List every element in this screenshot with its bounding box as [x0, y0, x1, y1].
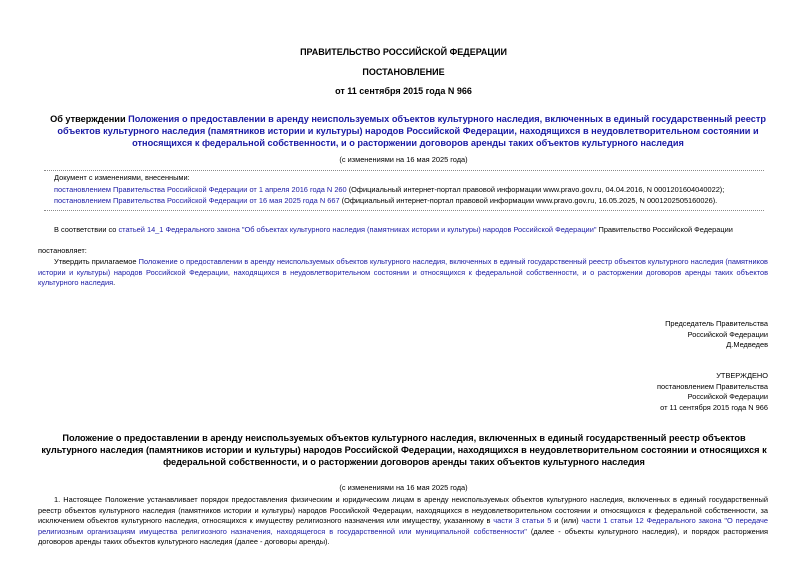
amendment-item: [54, 196, 774, 207]
regulation-link[interactable]: Положение о предоставлении в аренду неиспользуемых объектов культурного наследия, включенных в единый государственный реестр объектов культурного наследия (памятников истории и культуры) народов Российской Федерации, находящихся в неудовлетворительном состоянии и относящихся к федеральной собственности, и о расторжении договоров аренды таких объектов культурного наследия: [38, 257, 768, 288]
article-5-link[interactable]: части 3 статьи 5: [493, 516, 552, 526]
amendment-item: [54, 185, 774, 196]
regulation-title: Положение о предоставлении в аренду неиспользуемых объектов культурного наследия, включенных в единый государственный реестр объектов культурного наследия (памятников истории и культуры) народов Российской Федерации, находящихся в неудовлетворительном состоянии и относящихся к федеральной собственности, и о расторжении договоров аренды таких объектов культурного наследия: [41, 433, 767, 468]
signature-block: [470, 319, 768, 351]
approved-country: Российской Федерации: [687, 392, 768, 402]
signature-position: Председатель Правительства: [665, 319, 768, 328]
date-number-heading: от 11 сентября 2015 года N 966: [335, 86, 472, 96]
doc-type-heading: ПОСТАНОВЛЕНИЕ: [362, 67, 445, 77]
government-heading: ПРАВИТЕЛЬСТВО РОССИЙСКОЙ ФЕДЕРАЦИИ: [300, 47, 507, 57]
amendments-top-rule: [44, 170, 764, 171]
regulation-revision: (с изменениями на 16 мая 2025 года): [339, 483, 468, 492]
document-title-link[interactable]: Положения о предоставлении в аренду неиспользуемых объектов культурного наследия, включенных в единый государственный реестр объектов культурного наследия (памятников истории и культуры) народов Российской Федерации, находящихся в неудовлетворительном состоянии и относящихся к федеральной собственности, и о расторжении договоров аренды таких объектов культурного наследия: [57, 114, 766, 149]
approved-label: УТВЕРЖДЕНО: [716, 371, 768, 380]
religious-property-law-link[interactable]: части 1 статьи 12 Федерального закона "О передаче религиозным организациям имущества религиозного назначения, находящегося в государственной или муниципальной собственности": [38, 516, 769, 536]
amendments-block: [54, 173, 774, 207]
amendments-bottom-rule: [44, 210, 764, 211]
preamble-text-end: Правительство Российской Федерации: [596, 225, 733, 234]
clause-1: [38, 495, 768, 548]
amendment-source: (Официальный интернет-портал правовой информации www.pravo.gov.ru, 04.04.2016, N 0001201604040022);: [346, 184, 725, 194]
preamble: [54, 225, 774, 236]
clause-1-conj: и (или): [551, 516, 582, 526]
approve-paragraph: [38, 257, 768, 289]
document-title-prefix: Об утверждении: [50, 114, 129, 124]
signature-name: Д.Медведев: [726, 340, 768, 350]
document-title: [48, 113, 768, 150]
law-article-link[interactable]: статьей 14_1 Федерального закона "Об объектах культурного наследия (памятниках истории и культуры) народов Российской Федерации": [118, 225, 597, 234]
signature-country: Российской Федерации: [687, 329, 768, 339]
approved-date: от 11 сентября 2015 года N 966: [660, 402, 768, 412]
amendment-source: (Официальный интернет-портал правовой информации www.pravo.gov.ru, 16.05.2025, N 0001202505160026).: [339, 196, 718, 206]
approve-text: Утвердить прилагаемое: [54, 257, 139, 266]
amendments-intro: Документ с изменениями, внесенными:: [54, 173, 190, 182]
approved-stamp: [470, 371, 768, 413]
approve-text-end: .: [113, 278, 116, 288]
preamble-text: В соответствии со: [54, 225, 119, 234]
clause-1-end: (далее - объекты культурного наследия), и порядок расторжения договоров аренды таких объектов культурного наследия (далее - договоры аренды).: [38, 526, 769, 547]
revision-note: (с изменениями на 16 мая 2025 года): [339, 155, 468, 164]
amendment-link[interactable]: постановлением Правительства Российской Федерации от 16 мая 2025 года N 667: [54, 196, 340, 206]
approved-by: постановлением Правительства: [657, 381, 768, 391]
clause-1-text: 1. Настоящее Положение устанавливает порядок предоставления физическим и юридическим лицам в аренду неиспользуемых объектов культурного наследия, включенных в единый государственный реестр объектов культурного наследия (памятников истории и культуры) народов Российской Федерации, находящихся в неудовлетворительном состоянии и относящихся к федеральной собственности, за исключением объектов культурного наследия, относящихся к имуществу религиозного назначения или имуществу, указанному в: [38, 495, 768, 526]
decides-text: постановляет:: [38, 246, 87, 255]
amendment-link[interactable]: постановлением Правительства Российской Федерации от 1 апреля 2016 года N 260: [54, 184, 347, 194]
